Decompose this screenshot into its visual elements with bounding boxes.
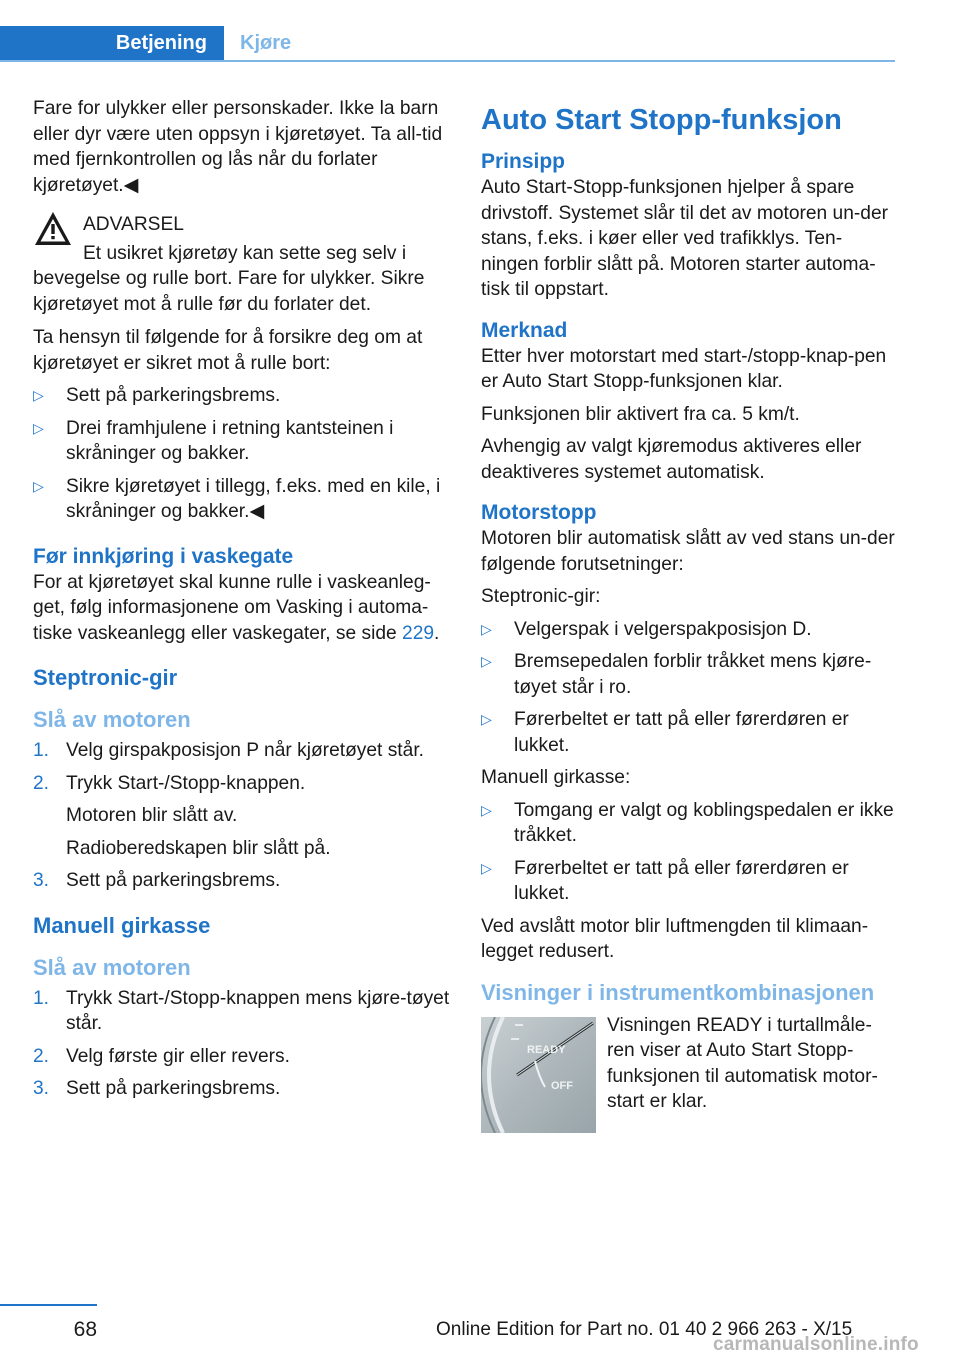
steptronic-conditions [481, 617, 896, 759]
footer-rule [0, 1304, 97, 1306]
manual-heading: Manuell girkasse [33, 912, 211, 938]
warning-label: ADVARSEL [83, 214, 184, 235]
display-heading: Visninger i instrumentkombinasjonen [481, 979, 875, 1005]
step-number: 2. [33, 1045, 50, 1067]
triangle-bullet-icon: ▷ [33, 477, 44, 494]
page-link-229[interactable]: 229 [402, 622, 435, 644]
step-number: 3. [33, 1078, 50, 1099]
steptronic-label: Steptronic-gir: [481, 586, 601, 607]
list-item: ▷ Tomgang er valgt og koblingspedalen er ikke tråkket. [481, 799, 894, 846]
steptronic-heading: Steptronic-gir [33, 665, 178, 690]
list-item: ▷ Drei framhjulene i retning kantsteinen i skråninger og bakker. [33, 417, 394, 464]
step-detail: Motoren blir slått av. [66, 805, 238, 826]
page-title: Auto Start Stopp-funksjon [481, 104, 842, 136]
manual-label: Manuell girkasse: [481, 767, 631, 788]
gauge-ready-text: READY [527, 1043, 566, 1056]
principle-text: Auto Start-Stopp-funksjonen hjelper å spare drivstoff. Systemet slår til det av motoren un‐der stans, f.eks. i køer eller ved trafikklys. Ten‐ningen forblir slått på. Motoren starter automa‐tisk til oppstart. [481, 177, 889, 300]
step-number: 2. [33, 772, 50, 794]
gauge-off-text: OFF [551, 1079, 573, 1092]
warning-block [33, 212, 453, 317]
secure-intro: Ta hensyn til følgende for å forsikre deg om at kjøretøyet er sikret mot å rulle bort: [33, 327, 423, 374]
triangle-bullet-icon: ▷ [33, 387, 44, 403]
step-detail: Radioberedskapen blir slått på. [66, 837, 331, 859]
list-item: 1. Trykk Start-/Stopp-knappen mens kjøre‐tøyet står. [33, 987, 450, 1034]
header-rule [0, 60, 895, 62]
triangle-bullet-icon: ▷ [481, 801, 492, 818]
list-item: 3. Sett på parkeringsbrems. [33, 1076, 453, 1102]
list-item: ▷ Sett på parkeringsbrems. [33, 383, 453, 409]
edition-text: Online Edition for Part no. 01 40 2 966 263 - X/15 [436, 1319, 853, 1340]
step-number: 3. [33, 870, 50, 891]
list-item: ▷ Velgerspak i velgerspakposisjon D. [481, 617, 896, 643]
page-number: 68 [73, 1318, 97, 1341]
tachometer-ready-image [481, 1017, 596, 1133]
list-item: ▷ Førerbeltet er tatt på eller førerdøren er lukket. [481, 709, 849, 756]
triangle-bullet-icon: ▷ [33, 419, 44, 436]
wash-text: For at kjøretøyet skal kunne rulle i vaskeanleg‐get, følg informasjonene om Vasking i automa‐tiske vaskeanlegg eller vaskegater, se side 229. [33, 571, 440, 644]
stop-heading: Motorstopp [481, 501, 597, 524]
manual-subheading: Slå av motoren [33, 954, 191, 980]
air-text: Ved avslått motor blir luftmengden til klimaan‐legget redusert. [481, 915, 869, 962]
manual-steps [33, 986, 453, 1102]
note-text: Avhengig av valgt kjøremodus aktiveres eller deaktiveres systemet automatisk. [481, 436, 862, 483]
list-item: 2. Trykk Start-/Stopp-knappen. [33, 771, 453, 797]
display-text: Visningen READY i turtallmåle‐ren viser at Auto Start Stopp-funksjonen til automatisk motor‐start er klar. [607, 1014, 878, 1112]
triangle-bullet-icon: ▷ [481, 620, 492, 637]
list-item: 2. Velg første gir eller revers. [33, 1044, 453, 1070]
list-item: 3. Sett på parkeringsbrems. [33, 868, 453, 894]
steptronic-steps [33, 738, 453, 796]
wash-heading: Før innkjøring i vaskegate [33, 544, 294, 568]
watermark-text: carmanualsonline.info [713, 1334, 919, 1355]
principle-heading: Prinsipp [481, 150, 566, 173]
tab-betjening: Betjening [0, 26, 224, 60]
list-item: ▷ Bremsepedalen forblir tråkket mens kjøre‐tøyet står i ro. [481, 651, 872, 698]
warning-triangle-icon [33, 210, 73, 248]
note-heading: Merknad [481, 318, 568, 342]
right-column [481, 100, 896, 1137]
step-number: 1. [33, 740, 50, 761]
intro-text: Fare for ulykker eller personskader. Ikke la barn eller dyr være uten oppsyn i kjøretøyet. Ta all‐tid med fjernkontrollen og lås når du forlater kjøretøyet.◀ [33, 98, 443, 196]
page-header [0, 0, 895, 62]
list-item: ▷ Førerbeltet er tatt på eller førerdøren er lukket. [481, 857, 849, 904]
left-column [33, 96, 453, 1109]
tab-kjore: Kjøre [240, 32, 292, 54]
warning-text: Et usikret kjøretøy kan sette seg selv i bevegelse og rulle bort. Fare for ulykker. Sikre kjøretøyet mot å rulle før du forlater det. [33, 242, 425, 315]
steptronic-subheading: Slå av motoren [33, 707, 191, 732]
display-block [481, 1013, 896, 1137]
triangle-bullet-icon: ▷ [481, 711, 492, 727]
step-number: 1. [33, 987, 50, 1009]
triangle-bullet-icon: ▷ [481, 859, 492, 876]
steptronic-steps-cont [33, 868, 453, 894]
manual-conditions [481, 798, 896, 907]
list-item: ▷ Sikre kjøretøyet i tillegg, f.eks. med en kile, i skråninger og bakker.◀ [33, 475, 441, 522]
note-text: Funksjonen blir aktivert fra ca. 5 km/t. [481, 403, 800, 425]
stop-intro: Motoren blir automatisk slått av ved stans un‐der følgende forutsetninger: [481, 528, 895, 575]
triangle-bullet-icon: ▷ [481, 653, 492, 669]
list-item: 1. Velg girspakposisjon P når kjøretøyet står. [33, 738, 453, 764]
note-text: Etter hver motorstart med start-/stopp-knap‐pen er Auto Start Stopp-funksjonen klar. [481, 345, 887, 392]
secure-list [33, 383, 453, 525]
